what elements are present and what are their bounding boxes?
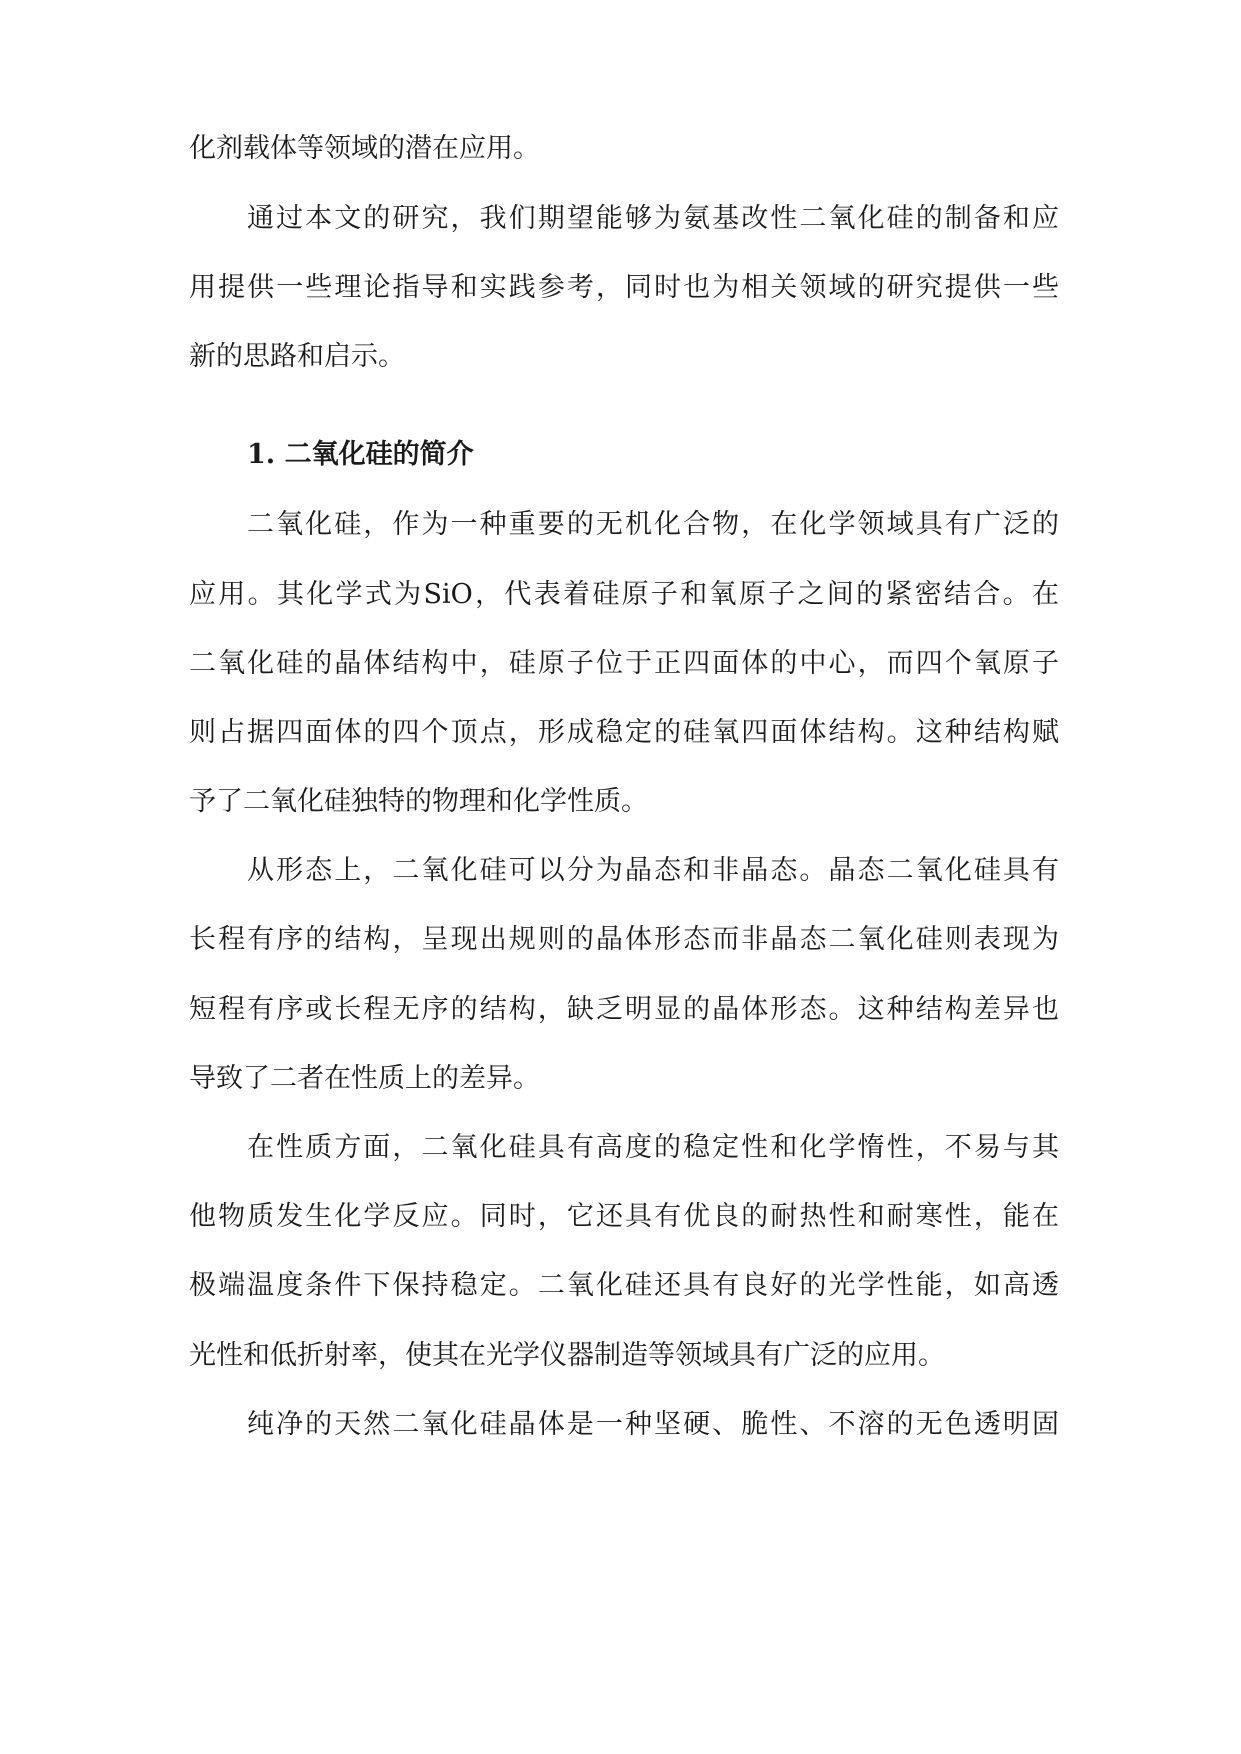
paragraph-line: 短程有序或长程无序的结构，缺乏明显的晶体形态。这种结构差异也 xyxy=(189,994,1059,1025)
paragraph-line: 新的思路和启示。 xyxy=(189,341,405,372)
paragraph-line: 化剂载体等领域的潜在应用。 xyxy=(189,133,540,164)
paragraph-line: 在性质方面，二氧化硅具有高度的稳定性和化学惰性，不易与其 xyxy=(247,1132,1059,1163)
paragraph-line: 极端温度条件下保持稳定。二氧化硅还具有良好的光学性能，如高透 xyxy=(189,1270,1059,1301)
paragraph-line: 则占据四面体的四个顶点，形成稳定的硅氧四面体结构。这种结构赋 xyxy=(189,717,1059,748)
paragraph-line: 他物质发生化学反应。同时，它还具有优良的耐热性和耐寒性，能在 xyxy=(189,1201,1059,1232)
paragraph-line: 纯净的天然二氧化硅晶体是一种坚硬、脆性、不溶的无色透明固 xyxy=(247,1409,1059,1440)
paragraph-line: 光性和低折射率，使其在光学仪器制造等领域具有广泛的应用。 xyxy=(189,1340,945,1371)
section-heading: 1. 二氧化硅的简介 xyxy=(247,439,474,470)
paragraph-line: 二氧化硅的晶体结构中，硅原子位于正四面体的中心，而四个氧原子 xyxy=(189,648,1059,679)
paragraph-line: 通过本文的研究，我们期望能够为氨基改性二氧化硅的制备和应 xyxy=(247,203,1059,234)
paragraph-line: 从形态上，二氧化硅可以分为晶态和非晶态。晶态二氧化硅具有 xyxy=(247,855,1059,886)
paragraph-line: 予了二氧化硅独特的物理和化学性质。 xyxy=(189,786,648,817)
paragraph-line: 应用。其化学式为SiO，代表着硅原子和氧原子之间的紧密结合。在 xyxy=(189,579,1059,610)
paragraph-line: 导致了二者在性质上的差异。 xyxy=(189,1063,540,1094)
paragraph-line: 二氧化硅，作为一种重要的无机化合物，在化学领域具有广泛的 xyxy=(247,509,1059,540)
paragraph-line: 长程有序的结构，呈现出规则的晶体形态而非晶态二氧化硅则表现为 xyxy=(189,924,1059,955)
paragraph-line: 用提供一些理论指导和实践参考，同时也为相关领域的研究提供一些 xyxy=(189,272,1059,303)
